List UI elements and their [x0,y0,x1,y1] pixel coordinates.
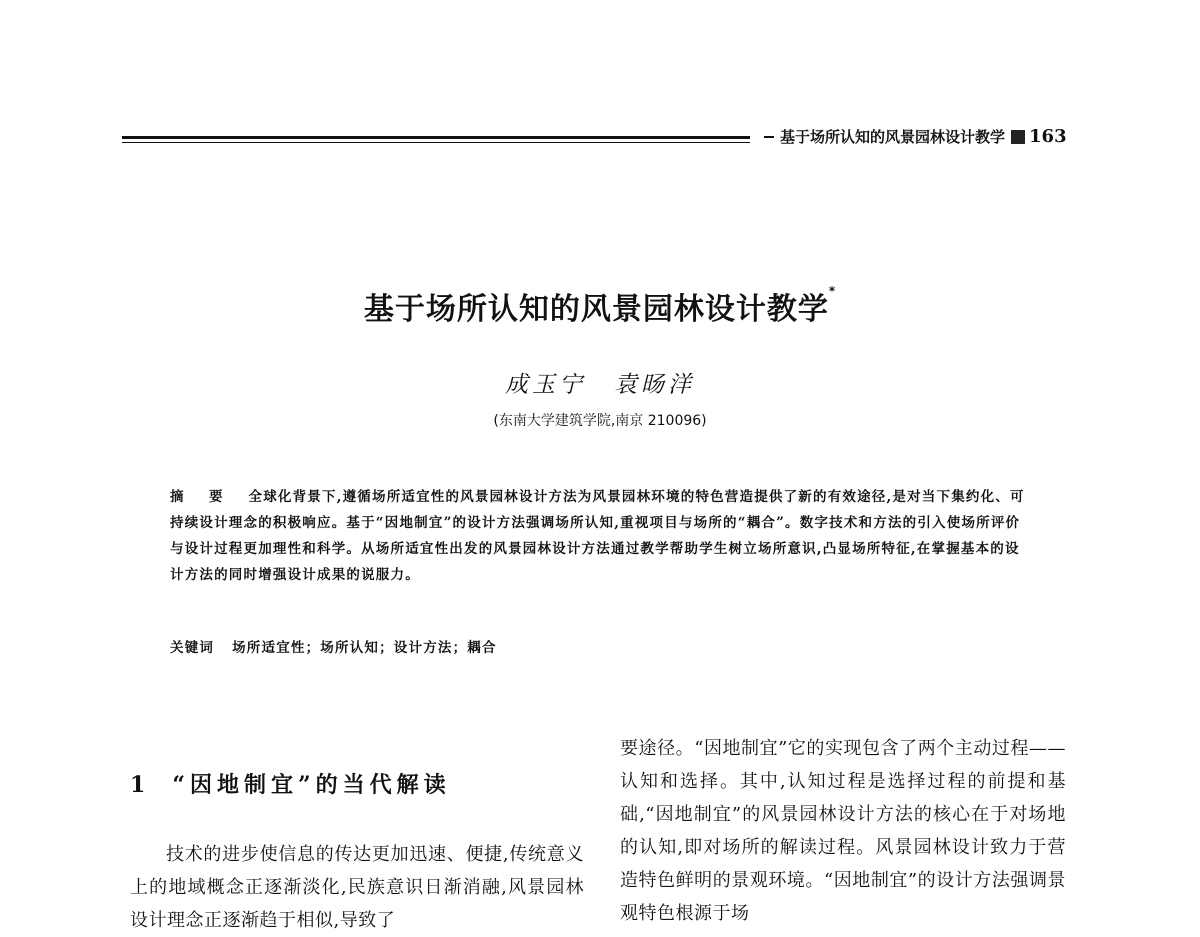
body-column-right [620,732,1066,930]
section-number: 1 [130,772,151,798]
article-title: 基于场所认知的风景园林设计教学 [363,292,829,327]
keywords-text: 场所适宜性；场所认知；设计方法；耦合 [232,640,497,656]
section-heading [130,768,451,799]
header-rule-thin [122,142,750,143]
affiliation: (东南大学建筑学院,南京 210096) [493,413,707,429]
author-2: 袁旸洋 [614,372,695,398]
keywords-label: 关键词 [170,640,215,656]
page-number: 163 [1029,126,1067,147]
author-list [0,366,1200,399]
body-paragraph-left: 技术的进步使信息的传达更加迅速、便捷,传统意义上的地域概念正逐渐淡化,民族意识日渐消融,风景园林设计理念正逐渐趋于相似,导致了 [130,844,584,931]
article-title-block [0,284,1200,328]
author-1: 成玉宁 [505,372,586,398]
body-column-left [130,838,584,937]
abstract [170,484,1026,588]
header-rule-thick [122,136,750,139]
header-dash [764,136,774,138]
section-title: “因地制宜”的当代解读 [172,772,451,798]
keywords [170,636,1026,656]
running-header [764,126,1067,147]
abstract-label: 摘 要 [170,489,229,505]
abstract-text: 全球化背景下,遵循场所适宜性的风景园林设计方法为风景园林环境的特色营造提供了新的有效途径,是对当下集约化、可持续设计理念的积极响应。基于“因地制宜”的设计方法强调场所认知,重视项目与场所的“耦合”。数字技术和方法的引入使场所评价与设计过程更加理性和科学。从场所适宜性出发的风景园林设计方法通过教学帮助学生树立场所意识,凸显场所特征,在掌握基本的设计方法的同时增强设计成果的说服力。 [170,489,1025,583]
running-title: 基于场所认知的风景园林设计教学 [780,128,1006,146]
body-paragraph-right: 要途径。“因地制宜”它的实现包含了两个主动过程——认知和选择。其中,认知过程是选择过程的前提和基础,“因地制宜”的风景园林设计方法的核心在于对场地的认知,即对场所的解读过程。风景园林设计致力于营造特色鲜明的景观环境。“因地制宜”的设计方法强调景观特色根源于场 [620,738,1066,924]
title-footnote-mark: * [828,284,837,298]
page-marker-icon [1011,130,1025,144]
